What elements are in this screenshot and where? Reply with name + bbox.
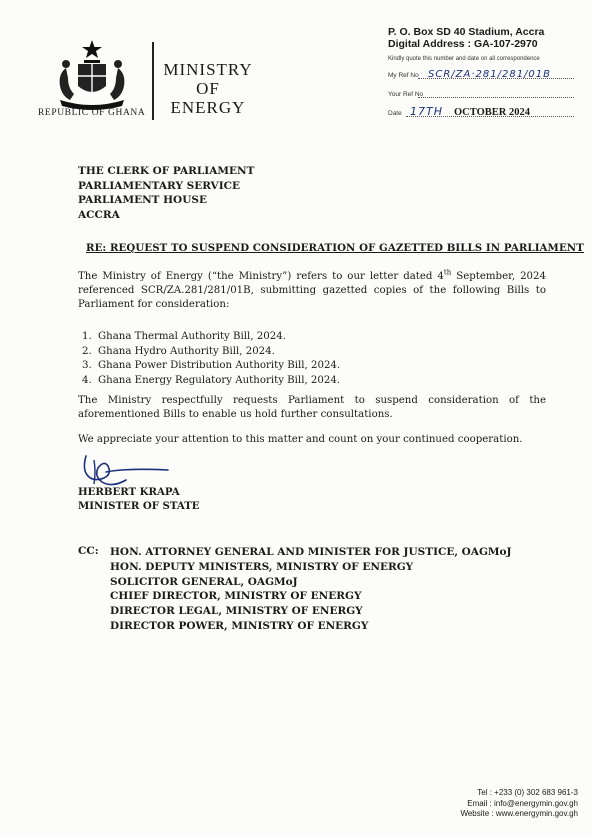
signer-name: HERBERT KRAPA xyxy=(78,486,180,498)
list-item xyxy=(82,345,340,360)
list-item-text: Ghana Hydro Authority Bill, 2024. xyxy=(98,345,275,357)
ministry-name-line2: OF xyxy=(196,79,220,98)
your-ref-line xyxy=(418,97,574,98)
body-paragraph-1 xyxy=(78,270,546,312)
ministry-name xyxy=(160,60,256,117)
recipient-line: ACCRA xyxy=(78,208,120,221)
date-handwritten: 17TH xyxy=(410,105,443,118)
p1-text-a: The Ministry of Energy (“the Ministry”) refers to our letter dated 4 xyxy=(78,271,444,282)
list-item-text: Ghana Power Distribution Authority Bill, 2024. xyxy=(98,360,341,371)
footer-website: Website : www.energymin.gov.gh xyxy=(460,809,578,818)
cc-label: CC: xyxy=(78,545,99,557)
ministry-name-line1: MINISTRY xyxy=(163,60,253,79)
footer-tel: Tel : +233 (0) 302 683 961-3 xyxy=(477,788,578,797)
cc-item: DIRECTOR POWER, MINISTRY OF ENERGY xyxy=(110,619,369,632)
list-item-text: Ghana Energy Regulatory Authority Bill, 2024. xyxy=(98,374,341,386)
recipient-line: THE CLERK OF PARLIAMENT xyxy=(78,165,255,177)
cc-item: CHIEF DIRECTOR, MINISTRY OF ENERGY xyxy=(110,590,362,603)
list-item xyxy=(82,374,340,389)
my-ref-row xyxy=(388,66,584,81)
cc-item: SOLICITOR GENERAL, OAGMoJ xyxy=(110,575,298,588)
reference-note: Kindly quote this number and date on all correspondence xyxy=(388,56,540,62)
subject-line: RE: REQUEST TO SUSPEND CONSIDERATION OF GAZETTED BILLS IN PARLIAMENT xyxy=(86,242,584,254)
p1-superscript: th xyxy=(443,268,452,277)
list-item xyxy=(82,330,340,345)
p1-text-b: September, 2024 referenced SCR/ZA.281/281/01B, submitting gazetted copies of the following Bills to Parliament for consideration: xyxy=(78,271,546,310)
date-row xyxy=(388,104,584,119)
cc-list xyxy=(110,545,512,634)
cc-item: HON. ATTORNEY GENERAL AND MINISTER FOR JUSTICE, OAGMoJ xyxy=(110,546,512,558)
recipient-line: PARLIAMENTARY SERVICE xyxy=(78,179,240,192)
address-block xyxy=(388,26,584,119)
digital-address: Digital Address : GA-107-2970 xyxy=(388,38,538,50)
your-ref-label: Your Ref No xyxy=(388,91,424,98)
cc-item: HON. DEPUTY MINISTERS, MINISTRY OF ENERGY xyxy=(110,560,414,573)
list-item-number: 2. xyxy=(82,345,92,357)
your-ref-row xyxy=(388,85,584,100)
signer-block xyxy=(78,485,200,513)
my-ref-value: SCR/ZA·281/281/01B xyxy=(428,69,552,80)
ghana-coat-of-arms-icon xyxy=(52,38,132,110)
po-box: P. O. Box SD 40 Stadium, Accra xyxy=(388,26,545,38)
republic-of-ghana-label: REPUBLIC OF GHANA xyxy=(38,108,146,118)
list-item-number: 1. xyxy=(82,331,92,342)
date-label: Date xyxy=(388,110,402,117)
signer-title: MINISTER OF STATE xyxy=(78,500,200,512)
contact-footer xyxy=(460,788,578,820)
date-printed: OCTOBER 2024 xyxy=(454,107,530,118)
recipient-address xyxy=(78,164,254,222)
list-item-text: Ghana Thermal Authority Bill, 2024. xyxy=(98,331,286,342)
my-ref-label: My Ref No xyxy=(388,72,419,79)
body-paragraph-3: We appreciate your attention to this matter and count on your continued cooperation. xyxy=(78,434,523,445)
list-item-number: 4. xyxy=(82,374,92,386)
body-paragraph-2: The Ministry respectfully requests Parliament to suspend consideration of the aforementioned Bills to enable us hold further consultations. xyxy=(78,395,546,420)
cc-item: DIRECTOR LEGAL, MINISTRY OF ENERGY xyxy=(110,605,363,618)
list-item xyxy=(82,359,340,374)
list-item-number: 3. xyxy=(82,360,92,371)
bills-list xyxy=(82,330,340,388)
recipient-line: PARLIAMENT HOUSE xyxy=(78,194,207,206)
header-divider xyxy=(152,42,154,120)
footer-email: Email : info@energymin.gov.gh xyxy=(467,798,578,808)
ministry-name-line3: ENERGY xyxy=(170,98,246,117)
